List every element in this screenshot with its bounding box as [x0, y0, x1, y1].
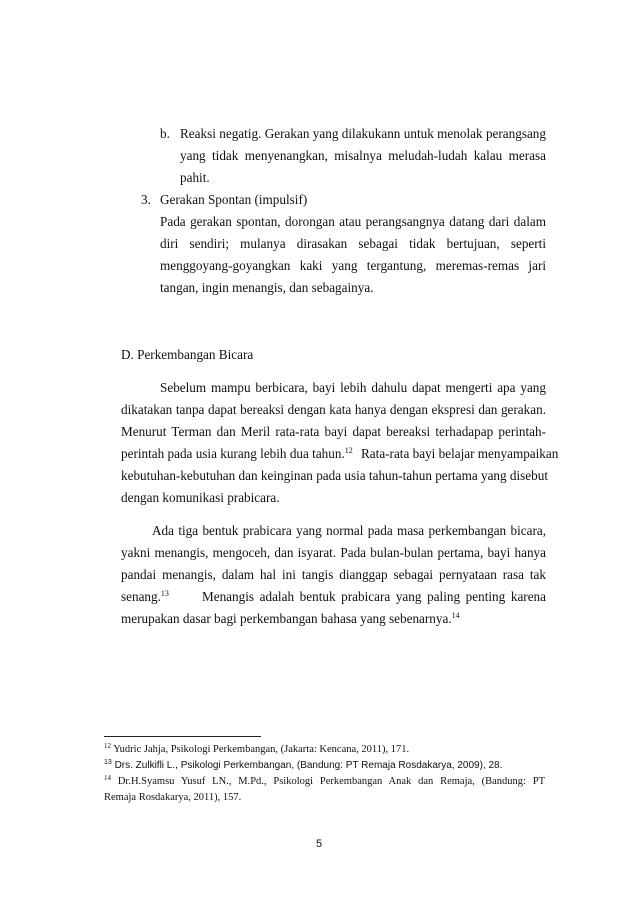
para1-line-4 — [121, 446, 353, 462]
footnote-12-num: 12 — [104, 742, 111, 750]
item-3-line-4: tangan, ingin menangis, dan sebagainya. — [160, 280, 374, 295]
footnote-13-num: 13 — [104, 759, 112, 766]
footnote-separator — [104, 736, 261, 737]
page-number: 5 — [315, 838, 323, 850]
footnote-14-num: 14 — [104, 774, 111, 782]
footnote-14-cont: Remaja Rosdakarya, 2011), 157. — [104, 792, 242, 803]
para1-line-4-text: perintah pada usia kurang lebih dua tahun. — [121, 446, 345, 461]
item-b-line-3: pahit. — [180, 170, 210, 185]
para1-line-4b: Rata-rata bayi belajar menyampaikan — [361, 446, 559, 461]
item-3-line-2: diri sendiri; mulanya dirasakan sebagai tidak bertujuan, seperti — [160, 236, 546, 251]
item-b-line-2: yang tidak menyenangkan, misalnya meludah-ludah kalau merasa — [180, 148, 546, 163]
para2-line-4b: Menangis adalah bentuk prabicara yang paling penting karena — [202, 589, 546, 604]
footnote-ref-13: 13 — [160, 589, 169, 598]
item-3-line-3: menggoyang-goyangkan kaki yang tergantung, meremas-remas jari — [160, 258, 546, 273]
para2-line-5-text: merupakan dasar bagi perkembangan bahasa yang sebenarnya. — [121, 611, 452, 626]
footnote-14-text: Dr.H.Syamsu Yusuf LN., M.Pd., Psikologi Perkembangan Anak dan Remaja, (Bandung: PT — [117, 776, 545, 787]
para2-line-2: yakni menangis, mengoceh, dan isyarat. Pada bulan-bulan pertama, bayi hanya — [121, 545, 546, 560]
para2-line-5 — [121, 611, 460, 627]
item-b-line-1: Reaksi negatig. Gerakan yang dilakukann untuk menolak perangsang — [180, 126, 546, 141]
list-marker-b: b. — [160, 126, 170, 141]
para2-line-3: pandai menangis, dalam hal ini tangis dianggap sebagai pernyataan rasa tak — [121, 567, 546, 582]
item-3-title: Gerakan Spontan (impulsif) — [160, 192, 308, 207]
footnote-12-text: Yudric Jahja, Psikologi Perkembangan, (Jakarta: Kencana, 2011), 171. — [113, 744, 410, 755]
footnote-13-text: Drs. Zulkifli L., Psikologi Perkembangan, (Bandung: PT Remaja Rosdakarya, 2009), 28. — [114, 760, 503, 771]
para1-line-2: dikatakan tanpa dapat bereaksi dengan kata hanya dengan ekspresi dan gerakan. — [121, 402, 546, 417]
para1-line-1: Sebelum mampu berbicara, bayi lebih dahulu dapat mengerti apa yang — [160, 380, 546, 395]
list-marker-3: 3. — [141, 192, 151, 207]
para2-line-1: Ada tiga bentuk prabicara yang normal pada masa perkembangan bicara, — [152, 523, 546, 538]
footnote-14 — [104, 775, 545, 788]
para2-line-4 — [121, 589, 169, 605]
para1-line-5: kebutuhan-kebutuhan dan keinginan pada usia tahun-tahun pertama yang disebut — [121, 468, 548, 483]
para1-line-6: dengan komunikasi prabicara. — [121, 490, 280, 505]
footnote-ref-12: 12 — [344, 446, 353, 455]
footnote-12 — [104, 743, 409, 756]
item-3-line-1: Pada gerakan spontan, dorongan atau perangsangnya datang dari dalam — [160, 214, 546, 229]
footnote-13 — [104, 759, 502, 772]
footnote-ref-14: 14 — [451, 611, 460, 620]
section-heading: D. Perkembangan Bicara — [121, 347, 254, 362]
para1-line-3: Menurut Terman dan Meril rata-rata bayi dapat bereaksi terhadapap perintah- — [121, 424, 546, 439]
para2-line-4-text: senang. — [121, 589, 161, 604]
